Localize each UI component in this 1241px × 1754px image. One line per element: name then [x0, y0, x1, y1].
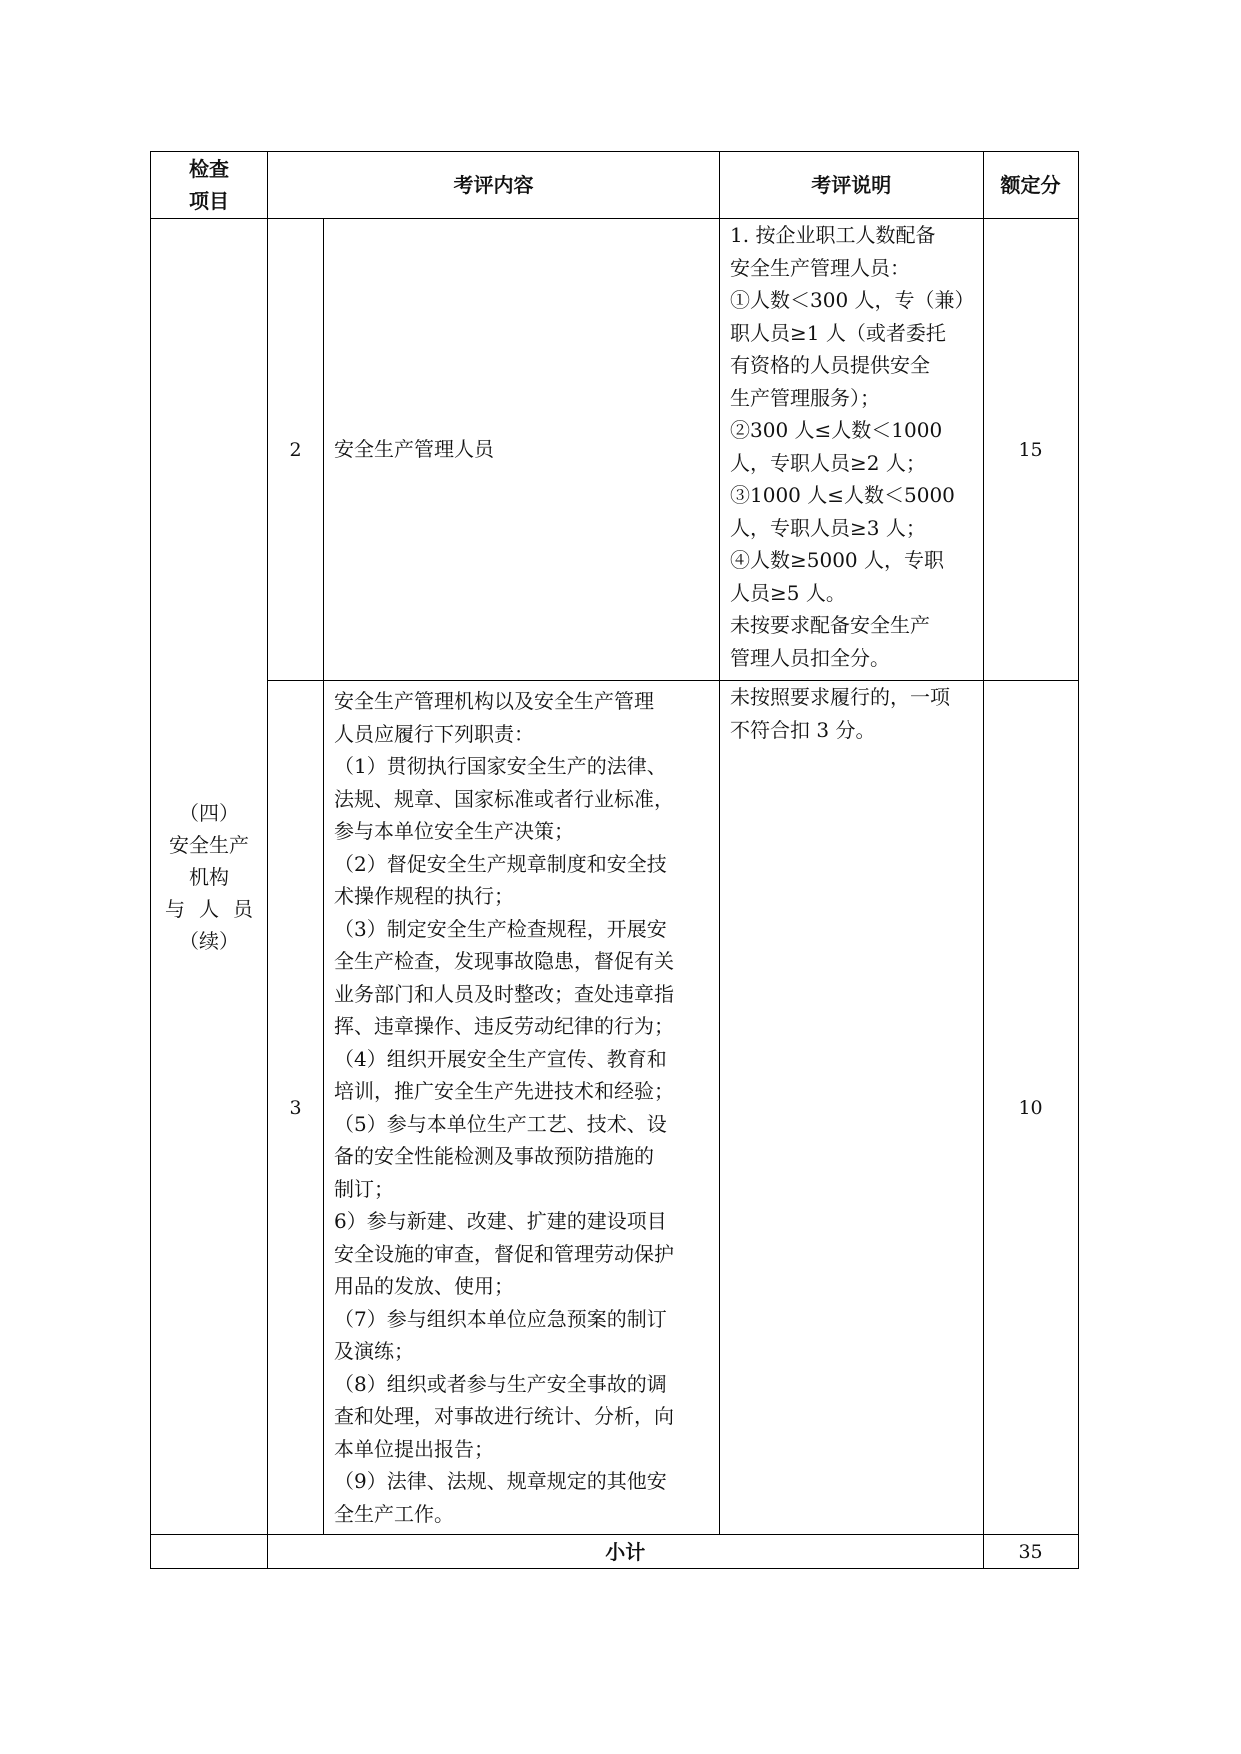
header-item-line1: 检查: [189, 157, 229, 181]
row-score: 10: [983, 681, 1078, 1535]
row-number: 2: [268, 219, 324, 681]
header-content: 考评内容: [268, 152, 720, 219]
table-row: [151, 681, 1079, 1535]
subtotal-row: [151, 1535, 1079, 1569]
row-description: 未按照要求履行的，一项 不符合扣 3 分。: [720, 681, 984, 1535]
section-cell: [151, 219, 268, 1535]
section-line: （四）: [179, 800, 239, 825]
header-score: 额定分: [983, 152, 1078, 219]
section-line: 与人员: [165, 896, 267, 921]
row-description: 1. 按企业职工人数配备 安全生产管理人员： ①人数＜300 人，专（兼） 职人员≥1 人（或者委托 有资格的人员提供安全 生产管理服务）； ②300 人≤人数＜1000 人，专职人员≥2 人； ③1000 人≤人数＜5000 人，专职人员≥3 人； ④人数≥5000 人，专职 人员≥5 人。 未按要求配备安全生产 管理人员扣全分。: [720, 219, 984, 681]
row-content: 安全生产管理人员: [324, 219, 720, 681]
subtotal-empty-cell: [151, 1535, 268, 1569]
section-line: 机构: [189, 864, 229, 889]
subtotal-score: 35: [983, 1535, 1078, 1569]
row-content: 安全生产管理机构以及安全生产管理 人员应履行下列职责： （1）贯彻执行国家安全生产的法律、 法规、规章、国家标准或者行业标准， 参与本单位安全生产决策； （2）督促安全生产规章制度和安全技 术操作规程的执行； （3）制定安全生产检查规程，开展安 全生产检查，发现事故隐患，督促有关 业务部门和人员及时整改；查处违章指 挥、违章操作、违反劳动纪律的行为； （4）组织开展安全生产宣传、教育和 培训，推广安全生产先进技术和经验； （5）参与本单位生产工艺、技术、设 备的安全性能检测及事故预防措施的 制订； 6）参与新建、改建、扩建的建设项目 安全设施的审查，督促和管理劳动保护 用品的发放、使用； （7）参与组织本单位应急预案的制订 及演练； （8）组织或者参与生产安全事故的调 查和处理，对事故进行统计、分析，向 本单位提出报告； （9）法律、法规、规章规定的其他安 全生产工作。: [324, 681, 720, 1535]
header-row: [151, 152, 1079, 219]
header-item: [151, 152, 268, 219]
header-item-line2: 项目: [189, 189, 229, 213]
section-line: （续）: [179, 928, 239, 953]
table-row: [151, 219, 1079, 681]
row-score: 15: [983, 219, 1078, 681]
row-number: 3: [268, 681, 324, 1535]
header-description: 考评说明: [720, 152, 984, 219]
section-line: 安全生产: [169, 832, 249, 857]
evaluation-table: [150, 151, 1079, 1569]
subtotal-label: 小计: [268, 1535, 984, 1569]
